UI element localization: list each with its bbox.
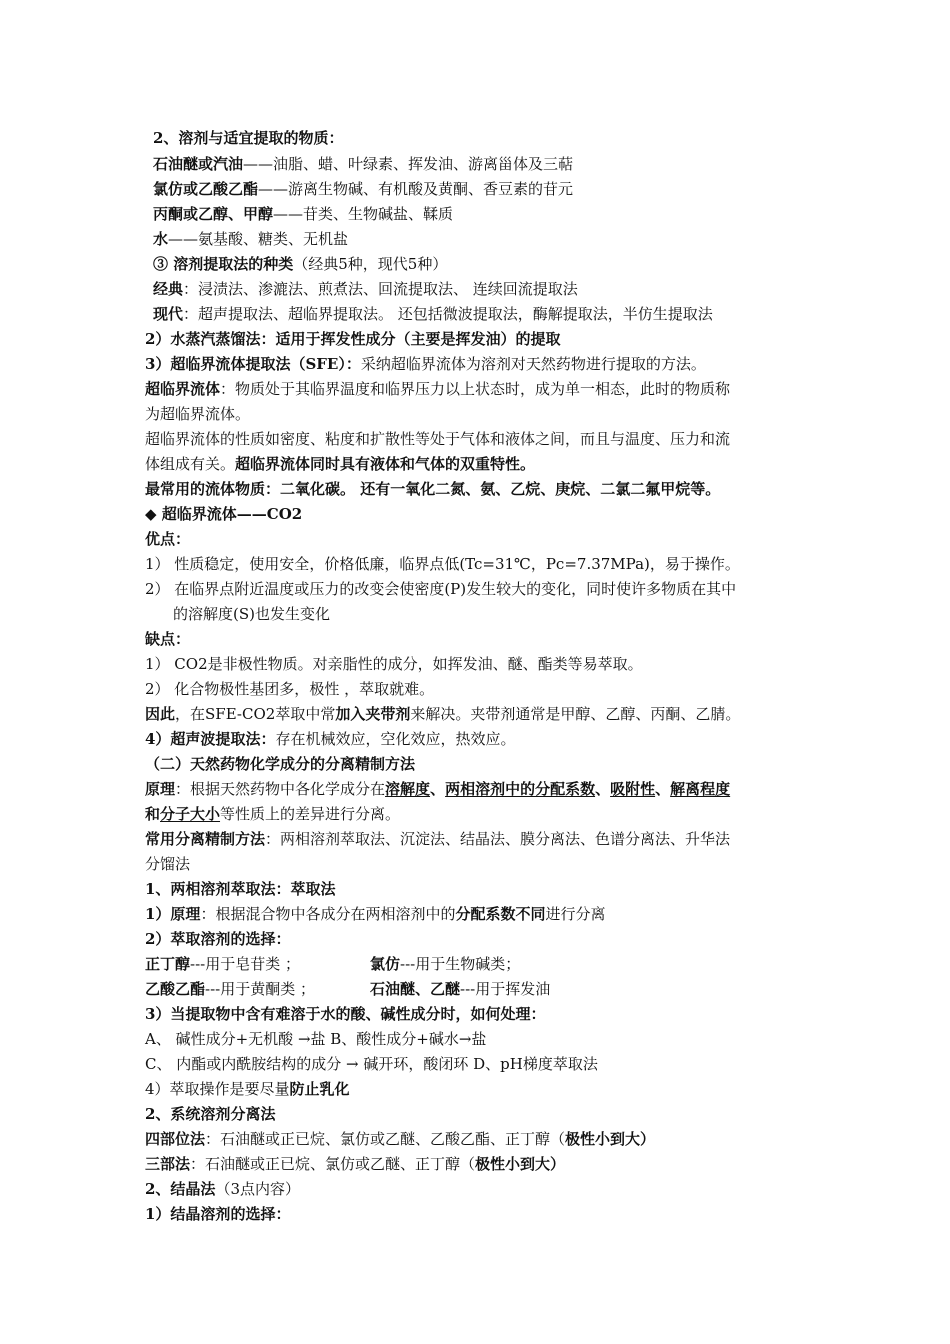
common-separation-line-2: 分馏法 [145, 855, 191, 873]
con-item-1: 1） CO2是非极性物质。对亲脂性的成分，如挥发油、醚、酯类等易萃取。 [145, 655, 643, 673]
scf-property-line-1: 超临界流体的性质如密度、粘度和扩散性等处于气体和液体之间，而且与温度、压力和流 [145, 430, 731, 448]
section-heading-methods: ③ 溶剂提取法的种类（经典5种，现代5种） [153, 255, 448, 273]
four-part-line: 四部位法：石油醚或正已烷、氯仿或乙醚、乙酸乙酯、正丁醇（极性小到大） [145, 1130, 656, 1148]
solvent-line-acetone: 丙酮或乙醇、甲醇——苷类、生物碱盐、鞣质 [153, 205, 454, 223]
cons-heading: 缺点： [145, 630, 191, 648]
steam-distillation-heading: 2）水蒸汽蒸馏法：适用于挥发性成分（主要是挥发油）的提取 [145, 330, 561, 348]
common-fluid-line: 最常用的流体物质：二氧化碳。 还有一氧化二氮、氨、乙烷、庚烷、二氯二氟甲烷等。 [145, 480, 721, 498]
classic-methods-line: 经典：浸渍法、渗漉法、煎煮法、回流提取法、 连续回流提取法 [153, 280, 578, 298]
scf-property-line-2: 体组成有关。超临界流体同时具有液体和气体的双重特性。 [145, 455, 536, 473]
emulsion-line: 4）萃取操作是要尽量防止乳化 [145, 1080, 350, 1098]
solvent-choice-line-2b: 石油醚、乙醚---用于挥发油 [370, 980, 551, 998]
pro-item-2: 2） 在临界点附近温度或压力的改变会使密度(P)发生较大的变化，同时使许多物质在其中 [145, 580, 737, 598]
scf-definition-line-1: 超临界流体：物质处于其临界温度和临界压力以上状态时，成为单一相态，此时的物质称 [145, 380, 731, 398]
solvent-choice-heading: 2）萃取溶剂的选择： [145, 930, 291, 948]
pro-item-2-cont: 的溶解度(S)也发生变化 [173, 605, 330, 623]
crystallization-heading: 2、结晶法（3点内容） [145, 1180, 300, 1198]
acid-base-heading: 3）当提取物中含有难溶于水的酸、碱性成分时，如何处理： [145, 1005, 546, 1023]
sfe-heading: 3）超临界流体提取法（SFE）：采纳超临界流体为溶剂对天然药物进行提取的方法。 [145, 355, 706, 373]
solvent-choice-line-2: 乙酸乙酯---用于黄酮类 ； [145, 980, 315, 998]
common-separation-line-1: 常用分离精制方法：两相溶剂萃取法、沉淀法、结晶法、膜分离法、色谱分离法、升华法 [145, 830, 731, 848]
section-heading-solvents: 2、溶剂与适宜提取的物质： [153, 129, 344, 147]
modern-methods-line: 现代：超声提取法、超临界提取法。 还包括微波提取法，酶解提取法，半仿生提取法 [153, 305, 713, 323]
crystallization-solvent-heading: 1）结晶溶剂的选择： [145, 1205, 291, 1223]
solvent-line-chloroform: 氯仿或乙酸乙酯——游离生物碱、有机酸及黄酮、香豆素的苷元 [153, 180, 574, 198]
three-part-line: 三部法：石油醚或正已烷、氯仿或乙醚、正丁醇（极性小到大） [145, 1155, 566, 1173]
system-solvent-heading: 2、系统溶剂分离法 [145, 1105, 276, 1123]
scf-definition-line-2: 为超临界流体。 [145, 405, 251, 423]
solvent-line-petroleum: 石油醚或汽油——油脂、蜡、叶绿素、挥发油、游离甾体及三萜 [153, 155, 574, 173]
solvent-line-water: 水——氨基酸、糖类、无机盐 [153, 230, 349, 248]
principle-line-1: 原理：根据天然药物中各化学成分在溶解度、两相溶剂中的分配系数、吸附性、解离程度 [145, 780, 731, 798]
entrainer-line: 因此，在SFE-CO2萃取中常加入夹带剂来解决。夹带剂通常是甲醇、乙醇、丙酮、乙腈。 [145, 705, 741, 723]
two-phase-heading: 1、两相溶剂萃取法：萃取法 [145, 880, 336, 898]
acid-base-line-cd: C、 内酯或内酰胺结构的成分 → 碱开环，酸闭环 D、pH梯度萃取法 [145, 1055, 598, 1073]
pros-heading: 优点： [145, 530, 191, 548]
solvent-choice-line-1: 正丁醇---用于皂苷类 ； [145, 955, 300, 973]
co2-heading: ◆ 超临界流体——CO2 [145, 505, 303, 523]
ultrasonic-heading: 4）超声波提取法：存在机械效应，空化效应，热效应。 [145, 730, 516, 748]
separation-section-heading: （二）天然药物化学成分的分离精制方法 [145, 755, 416, 773]
acid-base-line-ab: A、 碱性成分+无机酸 →盐 B、酸性成分+碱水→盐 [145, 1030, 487, 1048]
two-phase-principle: 1）原理：根据混合物中各成分在两相溶剂中的分配系数不同进行分离 [145, 905, 606, 923]
solvent-choice-line-1b: 氯仿---用于生物碱类； [370, 955, 521, 973]
principle-line-2: 和分子大小等性质上的差异进行分离。 [145, 805, 401, 823]
con-item-2: 2） 化合物极性基团多，极性 ，萃取就难。 [145, 680, 435, 698]
pro-item-1: 1） 性质稳定，使用安全，价格低廉，临界点低(Tc=31℃，Pc=7.37MPa)，易于操作。 [145, 555, 740, 573]
